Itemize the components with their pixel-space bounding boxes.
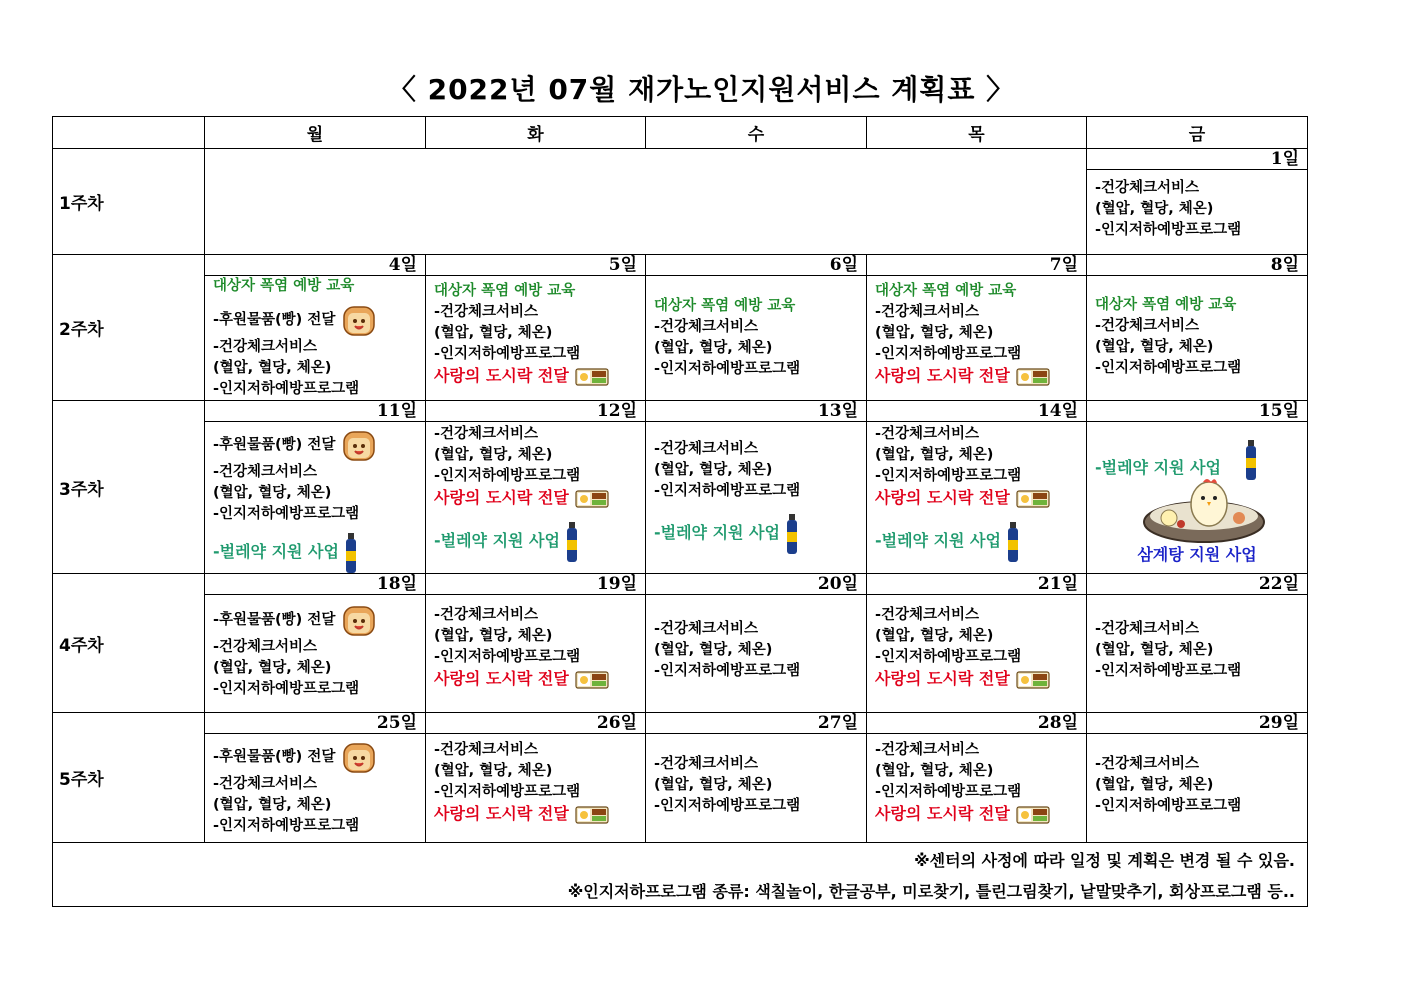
toast-icon xyxy=(341,428,377,462)
vitals: (혈압, 혈당, 체온) xyxy=(1095,777,1214,793)
insect-repellent-support: -벌레약 지원 사업 xyxy=(1095,458,1221,477)
cognitive-program: -인지저하예방프로그램 xyxy=(434,346,581,362)
date-label: 14일 xyxy=(867,401,1087,422)
health-check: -건강체크서비스 xyxy=(875,304,980,320)
day-cell xyxy=(867,276,1087,401)
date-label: 8일 xyxy=(1087,255,1308,276)
health-check: -건강체크서비스 xyxy=(1095,180,1200,196)
lunchbox-delivery: 사랑의 도시락 전달 xyxy=(875,804,1010,823)
date-label: 22일 xyxy=(1087,574,1308,595)
cognitive-program: -인지저하예방프로그램 xyxy=(875,649,1022,665)
insect-repellent-support: -벌레약 지원 사업 xyxy=(654,523,780,542)
cognitive-program: -인지저하예방프로그램 xyxy=(875,346,1022,362)
lunchbox-delivery: 사랑의 도시락 전달 xyxy=(434,669,569,688)
vitals: (혈압, 혈당, 체온) xyxy=(213,360,332,376)
header-day: 금 xyxy=(1087,117,1308,149)
cognitive-program: -인지저하예방프로그램 xyxy=(213,506,360,522)
page-title: 〈 2022년 07월 재가노인지원서비스 계획표 〉 xyxy=(387,73,1016,106)
day-cell xyxy=(205,734,426,843)
date-row xyxy=(53,149,1308,170)
heat-education: 대상자 폭염 예방 교육 xyxy=(1095,297,1237,313)
toast-icon xyxy=(341,303,377,337)
date-row xyxy=(53,713,1308,734)
vitals: (혈압, 혈당, 체온) xyxy=(654,462,773,478)
header-day: 목 xyxy=(867,117,1087,149)
week-label: 4주차 xyxy=(53,574,205,713)
date-label: 19일 xyxy=(426,574,646,595)
cognitive-program: -인지저하예방프로그램 xyxy=(1095,663,1242,679)
vitals: (혈압, 혈당, 체온) xyxy=(434,325,553,341)
week-label: 1주차 xyxy=(53,149,205,255)
day-cell xyxy=(426,595,646,713)
day-cell xyxy=(426,734,646,843)
lunchbox-delivery: 사랑의 도시락 전달 xyxy=(434,804,569,823)
health-check: -건강체크서비스 xyxy=(213,776,318,792)
cognitive-program: -인지저하예방프로그램 xyxy=(654,361,801,377)
date-label: 29일 xyxy=(1087,713,1308,734)
vitals: (혈압, 혈당, 체온) xyxy=(1095,201,1214,217)
cognitive-program: -인지저하예방프로그램 xyxy=(654,663,801,679)
heat-education: 대상자 폭염 예방 교육 xyxy=(213,278,355,294)
day-cell xyxy=(1087,170,1308,255)
cognitive-program: -인지저하예방프로그램 xyxy=(1095,360,1242,376)
vitals: (혈압, 혈당, 체온) xyxy=(654,642,773,658)
day-cell xyxy=(426,422,646,574)
day-cell xyxy=(867,734,1087,843)
health-check: -건강체크서비스 xyxy=(875,426,980,442)
day-cell xyxy=(205,276,426,401)
lunchbox-icon xyxy=(1016,805,1050,825)
program-types-note: ※인지저하프로그램 종류: 색칠놀이, 한글공부, 미로찾기, 틀린그림찾기, 낱말맞추기, 회상프로그램 등.. xyxy=(567,882,1295,901)
vitals: (혈압, 혈당, 체온) xyxy=(654,340,773,356)
samgyetang-support: 삼계탕 지원 사업 xyxy=(1137,545,1257,564)
empty-cell xyxy=(205,149,1087,255)
lunchbox-delivery: 사랑의 도시락 전달 xyxy=(434,488,569,507)
heat-education: 대상자 폭염 예방 교육 xyxy=(654,298,796,314)
bread-delivery: -후원물품(빵) 전달 xyxy=(213,612,336,628)
health-check: -건강체크서비스 xyxy=(1095,621,1200,637)
vitals: (혈압, 혈당, 체온) xyxy=(875,628,994,644)
lunchbox-icon xyxy=(1016,489,1050,509)
heat-education: 대상자 폭염 예방 교육 xyxy=(434,283,576,299)
week-label: 5주차 xyxy=(53,713,205,843)
bug-spray-icon xyxy=(1007,522,1019,562)
day-cell xyxy=(205,422,426,574)
toast-icon xyxy=(341,603,377,637)
date-label: 27일 xyxy=(646,713,867,734)
health-check: -건강체크서비스 xyxy=(875,742,980,758)
header-row xyxy=(53,117,1308,149)
lunchbox-icon xyxy=(575,670,609,690)
health-check: -건강체크서비스 xyxy=(213,464,318,480)
date-label: 28일 xyxy=(867,713,1087,734)
health-check: -건강체크서비스 xyxy=(654,441,759,457)
date-label: 5일 xyxy=(426,255,646,276)
health-check: -건강체크서비스 xyxy=(434,742,539,758)
date-label: 15일 xyxy=(1087,401,1308,422)
health-check: -건강체크서비스 xyxy=(654,319,759,335)
day-cell xyxy=(205,595,426,713)
week-label: 3주차 xyxy=(53,401,205,574)
vitals: (혈압, 혈당, 체온) xyxy=(213,660,332,676)
day-cell xyxy=(1087,734,1308,843)
date-label: 6일 xyxy=(646,255,867,276)
health-check: -건강체크서비스 xyxy=(1095,756,1200,772)
lunchbox-icon xyxy=(1016,367,1050,387)
lunchbox-delivery: 사랑의 도시락 전달 xyxy=(875,488,1010,507)
cognitive-program: -인지저하예방프로그램 xyxy=(213,381,360,397)
cognitive-program: -인지저하예방프로그램 xyxy=(434,649,581,665)
week-label: 2주차 xyxy=(53,255,205,401)
vitals: (혈압, 혈당, 체온) xyxy=(875,763,994,779)
bug-spray-icon xyxy=(1245,440,1257,480)
header-corner xyxy=(53,117,205,149)
insect-repellent-support: -벌레약 지원 사업 xyxy=(213,542,339,561)
date-label: 26일 xyxy=(426,713,646,734)
bread-delivery: -후원물품(빵) 전달 xyxy=(213,312,336,328)
cognitive-program: -인지저하예방프로그램 xyxy=(1095,222,1242,238)
date-row xyxy=(53,401,1308,422)
day-cell xyxy=(646,595,867,713)
schedule-table xyxy=(52,116,1308,907)
content-row xyxy=(53,422,1308,574)
vitals: (혈압, 혈당, 체온) xyxy=(213,485,332,501)
lunchbox-delivery: 사랑의 도시락 전달 xyxy=(434,366,569,385)
notes-row xyxy=(53,843,1308,907)
insect-repellent-support: -벌레약 지원 사업 xyxy=(434,531,560,550)
bread-delivery: -후원물품(빵) 전달 xyxy=(213,437,336,453)
header-day: 월 xyxy=(205,117,426,149)
notes-cell xyxy=(53,843,1308,907)
schedule-change-note: ※센터의 사정에 따라 일정 및 계획은 변경 될 수 있음. xyxy=(914,851,1295,870)
lunchbox-icon xyxy=(575,367,609,387)
content-row xyxy=(53,595,1308,713)
vitals: (혈압, 혈당, 체온) xyxy=(875,447,994,463)
bug-spray-icon xyxy=(786,514,798,554)
date-label: 11일 xyxy=(205,401,426,422)
date-label: 4일 xyxy=(205,255,426,276)
health-check: -건강체크서비스 xyxy=(434,607,539,623)
cognitive-program: -인지저하예방프로그램 xyxy=(1095,798,1242,814)
vitals: (혈압, 혈당, 체온) xyxy=(434,628,553,644)
cognitive-program: -인지저하예방프로그램 xyxy=(213,818,360,834)
health-check: -건강체크서비스 xyxy=(654,756,759,772)
samgyetang-icon xyxy=(1139,474,1269,544)
day-cell xyxy=(646,734,867,843)
toast-icon xyxy=(341,740,377,774)
health-check: -건강체크서비스 xyxy=(875,607,980,623)
day-cell xyxy=(426,276,646,401)
day-cell xyxy=(1087,422,1308,574)
cognitive-program: -인지저하예방프로그램 xyxy=(875,468,1022,484)
header-day: 수 xyxy=(646,117,867,149)
cognitive-program: -인지저하예방프로그램 xyxy=(875,784,1022,800)
insect-repellent-support: -벌레약 지원 사업 xyxy=(875,531,1001,550)
health-check: -건강체크서비스 xyxy=(434,304,539,320)
cognitive-program: -인지저하예방프로그램 xyxy=(654,798,801,814)
day-cell xyxy=(646,422,867,574)
vitals: (혈압, 혈당, 체온) xyxy=(434,763,553,779)
vitals: (혈압, 혈당, 체온) xyxy=(1095,339,1214,355)
lunchbox-delivery: 사랑의 도시락 전달 xyxy=(875,669,1010,688)
date-label: 25일 xyxy=(205,713,426,734)
date-label: 13일 xyxy=(646,401,867,422)
content-row xyxy=(53,276,1308,401)
day-cell xyxy=(867,422,1087,574)
lunchbox-icon xyxy=(575,489,609,509)
lunchbox-icon xyxy=(575,805,609,825)
vitals: (혈압, 혈당, 체온) xyxy=(213,797,332,813)
date-label: 1일 xyxy=(1087,149,1308,170)
health-check: -건강체크서비스 xyxy=(654,621,759,637)
vitals: (혈압, 혈당, 체온) xyxy=(654,777,773,793)
vitals: (혈압, 혈당, 체온) xyxy=(434,447,553,463)
bread-delivery: -후원물품(빵) 전달 xyxy=(213,749,336,765)
date-row xyxy=(53,255,1308,276)
day-cell xyxy=(1087,595,1308,713)
cognitive-program: -인지저하예방프로그램 xyxy=(434,468,581,484)
health-check: -건강체크서비스 xyxy=(213,639,318,655)
header-day: 화 xyxy=(426,117,646,149)
vitals: (혈압, 혈당, 체온) xyxy=(1095,642,1214,658)
date-row xyxy=(53,574,1308,595)
vitals: (혈압, 혈당, 체온) xyxy=(875,325,994,341)
heat-education: 대상자 폭염 예방 교육 xyxy=(875,283,1017,299)
cognitive-program: -인지저하예방프로그램 xyxy=(654,483,801,499)
date-label: 18일 xyxy=(205,574,426,595)
content-row xyxy=(53,734,1308,843)
lunchbox-icon xyxy=(1016,670,1050,690)
day-cell xyxy=(867,595,1087,713)
date-label: 7일 xyxy=(867,255,1087,276)
day-cell xyxy=(1087,276,1308,401)
cognitive-program: -인지저하예방프로그램 xyxy=(213,681,360,697)
bug-spray-icon xyxy=(345,533,357,573)
health-check: -건강체크서비스 xyxy=(1095,318,1200,334)
lunchbox-delivery: 사랑의 도시락 전달 xyxy=(875,366,1010,385)
health-check: -건강체크서비스 xyxy=(434,426,539,442)
date-label: 12일 xyxy=(426,401,646,422)
health-check: -건강체크서비스 xyxy=(213,339,318,355)
bug-spray-icon xyxy=(566,522,578,562)
date-label: 20일 xyxy=(646,574,867,595)
cognitive-program: -인지저하예방프로그램 xyxy=(434,784,581,800)
date-label: 21일 xyxy=(867,574,1087,595)
day-cell xyxy=(646,276,867,401)
